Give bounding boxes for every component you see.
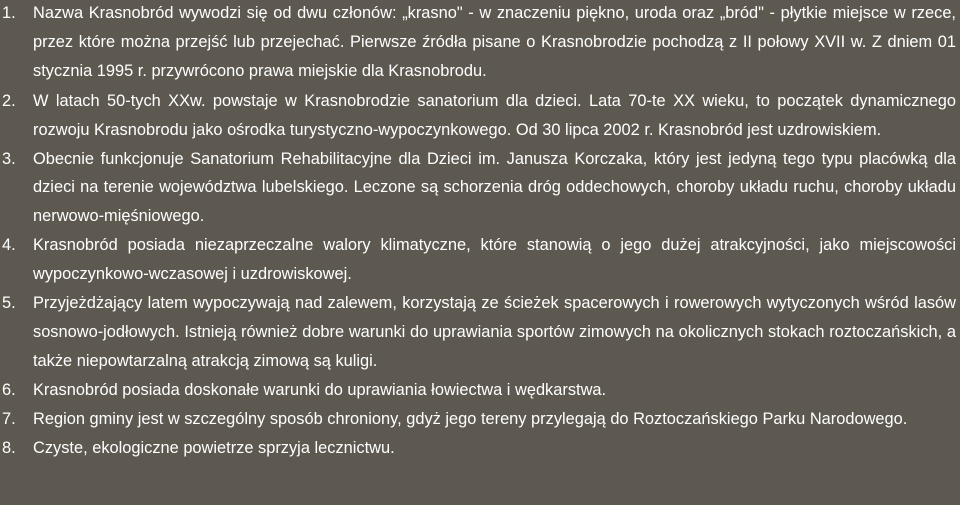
- list-item: [0, 231, 960, 289]
- list-item: [0, 0, 960, 86]
- list-item: [0, 289, 960, 376]
- list-item-number: 7.: [2, 409, 16, 428]
- list-item: [0, 376, 960, 405]
- list-item-text: W latach 50-tych XXw. powstaje w Krasnobrodzie sanatorium dla dzieci. Lata 70-te XX wieku, to początek dynamicznego rozwoju Krasnobrodu jako ośrodka turystyczno-wypoczynkowego. Od 30 lipca 2002 r. Krasnobród jest uzdrowiskiem.: [33, 91, 956, 139]
- list-item-number: 8.: [2, 438, 16, 457]
- list-item-number: 4.: [2, 236, 16, 255]
- list-item-text: Przyjeżdżający latem wypoczywają nad zalewem, korzystają ze ścieżek spacerowych i rowerowych wytyczonych wśród lasów sosnowo-jodłowych. Istnieją również dobre warunki do uprawiania sportów zimowych na okolicznych stokach roztoczańskich, a także niepowtarzalną atrakcją zimową są kuligi.: [33, 294, 956, 370]
- list-item-text: Region gminy jest w szczególny sposób chroniony, gdyż jego tereny przylegają do Roztoczańskiego Parku Narodowego.: [33, 409, 908, 428]
- list-item-text: Krasnobród posiada doskonałe warunki do uprawiania łowiectwa i wędkarstwa.: [33, 380, 607, 399]
- list-item: [0, 87, 960, 145]
- list-item-number: 2.: [2, 91, 16, 110]
- list-item-number: 3.: [2, 149, 16, 168]
- list-item-text: Obecnie funkcjonuje Sanatorium Rehabilitacyjne dla Dzieci im. Janusza Korczaka, który jest jedyną tego typu placówką dla dzieci na terenie województwa lubelskiego. Leczone są schorzenia dróg oddechowych, choroby układu ruchu, choroby układu nerwowo-mięśniowego.: [33, 149, 956, 226]
- list-item-text: Nazwa Krasnobród wywodzi się od dwu członów: „krasno" - w znaczeniu pięknо, uroda oraz „bród" - płytkie miejsce w rzece, przez które można przejść lub przejechać. Pierwsze źródła pisane o Krasnobrodzie pochodzą z II połowy XVII w. Z dniem 01 stycznia 1995 r. przywrócono prawa miejskie dla Krasnobrodu.: [33, 4, 956, 80]
- list-item: [0, 145, 960, 232]
- list-item: [0, 405, 960, 434]
- list-item-text: Czyste, ekologiczne powietrze sprzyja lecznictwu.: [33, 438, 395, 457]
- list-item-number: 1.: [2, 4, 16, 22]
- list-item-text: Krasnobród posiada niezaprzeczalne walory klimatyczne, które stanowią o jego dużej atrakcyjności, jako miejscowości wypoczynkowo-wczasowej i uzdrowiskowej.: [33, 236, 956, 284]
- list-item-number: 6.: [2, 380, 16, 399]
- list-item: [0, 434, 960, 463]
- list-item-number: 5.: [2, 294, 16, 313]
